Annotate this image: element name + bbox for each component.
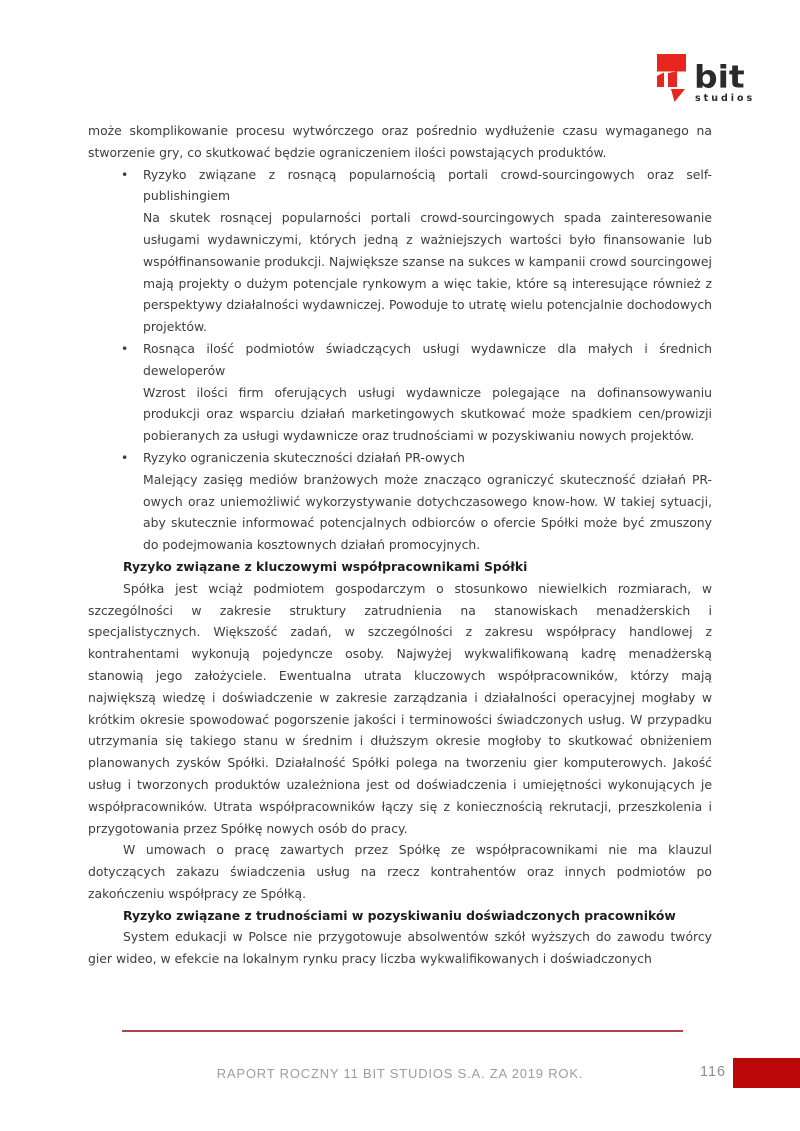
bullet-title: • Ryzyko ograniczenia skuteczności działań PR-owych <box>143 449 465 465</box>
logo-sub-text: studios <box>695 93 756 104</box>
document-body <box>88 120 712 970</box>
company-logo <box>652 52 755 104</box>
footer-divider-line <box>122 1030 683 1032</box>
bullet-title: • Ryzyko związane z rosnącą popularnością portali crowd-sourcingowych oraz self-publishingiem <box>143 166 712 204</box>
section-heading: Ryzyko związane z kluczowymi współpracownikami Spółki <box>123 558 528 574</box>
11bit-logo-icon <box>652 52 688 104</box>
bullet-body: Na skutek rosnącej popularności portali crowd-sourcingowych spada zainteresowanie usługami wydawniczymi, których jedną z ważniejszych wartości było finansowanie lub współfinansowanie produkcji. Największe szanse na sukces w kampanii crowd sourcingowej mają projekty o dużym potencjale rynkowym a więc takie, które są interesujące również z perspektywy działalności wydawniczej. Powoduje to utratę wielu potencjalnie dochodowych projektów. <box>143 210 712 335</box>
bullet-item <box>88 338 712 447</box>
risk-bullet-list <box>88 164 712 556</box>
paragraph: W umowach o pracę zawartych przez Spółkę ze współpracownikami nie ma klauzul dotyczących zakazu świadczenia usług na rzecz kontrahentów oraz innych podmiotów po zakończeniu współpracy ze Spółką. <box>88 842 712 901</box>
footer-accent-block <box>733 1058 800 1088</box>
bullet-item <box>88 164 712 338</box>
paragraph-continuation: może skomplikowanie procesu wytwórczego oraz pośrednio wydłużenie czasu wymaganego na stworzenie gry, co skutkować będzie ograniczeniem ilości powstających produktów. <box>88 123 712 160</box>
paragraph: Spółka jest wciąż podmiotem gospodarczym o stosunkowo niewielkich rozmiarach, w szczególności w zakresie struktury zatrudnienia na stanowiskach menadżerskich i specjalistycznych. Większość zadań, w szczególności z zakresu współpracy handlowej z kontrahentami wykonują pojedyncze osoby. Najwyżej wykwalifikowaną kadrę menadżerską stanowią jego założyciele. Ewentualna utrata kluczowych współpracowników, którzy mają największą wiedzę i doświadczenie w zakresie zarządzania i działalności operacyjnej mogłaby w krótkim okresie spowodować pogorszenie jakości i terminowości świadczonych usług. W przypadku utrzymania się takiego stanu w średnim i dłuższym okresie mogłoby to skutkować obniżeniem planowanych zysków Spółki. Działalność Spółki polega na tworzeniu gier komputerowych. Jakość usług i tworzonych produktów uzależniona jest od doświadczenia i umiejętności wykonujących je współpracowników. Utrata współpracowników łączy się z koniecznością rekrutacji, przeszkolenia i przygotowania przez Spółkę nowych osób do pracy. <box>88 580 712 836</box>
bullet-item <box>88 447 712 556</box>
logo-brand-text: bit <box>694 58 745 96</box>
logo-wordmark <box>694 58 756 104</box>
page-number: 116 <box>700 1064 727 1080</box>
footer-report-title: RAPORT ROCZNY 11 BIT STUDIOS S.A. ZA 2019 ROK. <box>216 1066 584 1081</box>
section-heading: Ryzyko związane z trudnościami w pozyskiwaniu doświadczonych pracowników <box>123 907 676 923</box>
bullet-body: Malejący zasięg mediów branżowych może znacząco ograniczyć skuteczność działań PR-owych oraz uniemożliwić wykorzystywanie dotychczasowego know-how. W takiej sytuacji, aby skutecznie informować potencjalnych odbiorców o ofercie Spółki może być zmuszony do podejmowania kosztownych działań promocyjnych. <box>143 471 712 553</box>
paragraph: System edukacji w Polsce nie przygotowuje absolwentów szkół wyższych do zawodu twórcy gier wideo, w efekcie na lokalnym rynku pracy liczba wykwalifikowanych i doświadczonych <box>88 929 712 967</box>
bullet-title: • Rosnąca ilość podmiotów świadczących usługi wydawnicze dla małych i średnich deweloperów <box>143 340 712 378</box>
bullet-body: Wzrost ilości firm oferujących usługi wydawnicze polegające na dofinansowywaniu produkcji oraz wsparciu działań marketingowych skutkować może spadkiem cen/prowizji pobieranych za usługi wydawnicze oraz trudnościami w pozyskiwaniu nowych projektów. <box>143 384 712 444</box>
